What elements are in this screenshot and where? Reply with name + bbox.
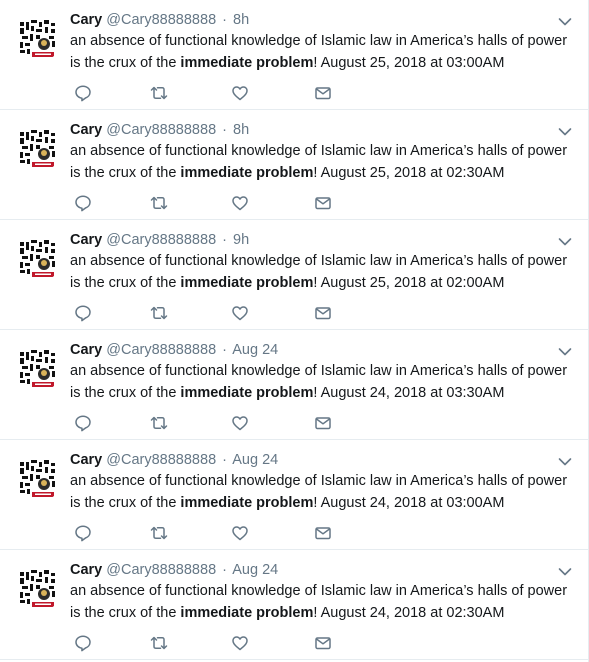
tweet-actions [74, 414, 374, 432]
retweet-icon[interactable] [150, 524, 168, 542]
tweet-header [70, 340, 574, 360]
tweet-header [70, 560, 574, 580]
reply-icon[interactable] [74, 524, 92, 542]
tweet-time[interactable]: 9h [233, 232, 250, 248]
separator-dot: · [222, 232, 228, 248]
avatar[interactable] [14, 564, 62, 612]
retweet-icon[interactable] [150, 414, 168, 432]
tweet-text-start: an absence of functional knowledge of Islamic law in America’s halls of power is the crux of the [70, 143, 568, 181]
author-handle[interactable]: @Cary88888888 [106, 12, 217, 28]
author-name[interactable]: Cary [70, 562, 103, 578]
direct-message-icon[interactable] [314, 304, 332, 322]
tweet[interactable] [0, 110, 588, 220]
tweet-text-end: ! August 24, 2018 at 03:00AM [313, 495, 505, 511]
retweet-icon[interactable] [150, 634, 168, 652]
author-name[interactable]: Cary [70, 12, 103, 28]
reply-icon[interactable] [74, 634, 92, 652]
chevron-down-icon[interactable] [558, 454, 572, 464]
tweet-text [70, 360, 575, 404]
avatar-image [14, 14, 62, 62]
avatar-image [14, 234, 62, 282]
tweet-time[interactable]: Aug 24 [232, 342, 279, 358]
tweet-text [70, 580, 575, 624]
tweet[interactable] [0, 330, 588, 440]
author-handle[interactable]: @Cary88888888 [106, 232, 217, 248]
tweet-text-bold: immediate problem [180, 275, 314, 291]
tweet-actions [74, 84, 374, 102]
tweet-header [70, 120, 574, 140]
direct-message-icon[interactable] [314, 634, 332, 652]
avatar[interactable] [14, 454, 62, 502]
tweet-text-end: ! August 24, 2018 at 03:30AM [313, 385, 505, 401]
tweet-text-start: an absence of functional knowledge of Islamic law in America’s halls of power is the crux of the [70, 583, 568, 621]
avatar-image [14, 564, 62, 612]
avatar-image [14, 454, 62, 502]
separator-dot: · [222, 342, 228, 358]
like-icon[interactable] [231, 524, 249, 542]
like-icon[interactable] [231, 304, 249, 322]
separator-dot: · [222, 12, 228, 28]
tweet-text [70, 30, 575, 74]
avatar-image [14, 344, 62, 392]
chevron-down-icon[interactable] [558, 124, 572, 134]
tweet-header [70, 230, 574, 250]
tweet-text-start: an absence of functional knowledge of Islamic law in America’s halls of power is the crux of the [70, 253, 568, 291]
direct-message-icon[interactable] [314, 84, 332, 102]
author-name[interactable]: Cary [70, 122, 103, 138]
tweet-header [70, 450, 574, 470]
direct-message-icon[interactable] [314, 414, 332, 432]
tweet-text-bold: immediate problem [180, 385, 314, 401]
tweet-text-start: an absence of functional knowledge of Islamic law in America’s halls of power is the crux of the [70, 473, 568, 511]
tweet[interactable] [0, 550, 588, 660]
tweet-time[interactable]: Aug 24 [232, 562, 279, 578]
tweet[interactable] [0, 0, 588, 110]
like-icon[interactable] [231, 194, 249, 212]
avatar[interactable] [14, 124, 62, 172]
author-handle[interactable]: @Cary88888888 [106, 452, 217, 468]
reply-icon[interactable] [74, 304, 92, 322]
retweet-icon[interactable] [150, 304, 168, 322]
tweet-time[interactable]: Aug 24 [232, 452, 279, 468]
chevron-down-icon[interactable] [558, 564, 572, 574]
tweet[interactable] [0, 440, 588, 550]
reply-icon[interactable] [74, 414, 92, 432]
avatar[interactable] [14, 234, 62, 282]
tweet-header [70, 10, 574, 30]
author-handle[interactable]: @Cary88888888 [106, 342, 217, 358]
tweet-text-bold: immediate problem [180, 55, 314, 71]
tweet-text [70, 140, 575, 184]
chevron-down-icon[interactable] [558, 14, 572, 24]
tweet-actions [74, 634, 374, 652]
separator-dot: · [222, 122, 228, 138]
tweet-text-end: ! August 24, 2018 at 02:30AM [313, 605, 505, 621]
chevron-down-icon[interactable] [558, 344, 572, 354]
reply-icon[interactable] [74, 84, 92, 102]
direct-message-icon[interactable] [314, 194, 332, 212]
retweet-icon[interactable] [150, 194, 168, 212]
avatar[interactable] [14, 14, 62, 62]
author-handle[interactable]: @Cary88888888 [106, 122, 217, 138]
retweet-icon[interactable] [150, 84, 168, 102]
tweet-actions [74, 194, 374, 212]
tweet-text-bold: immediate problem [180, 165, 314, 181]
tweet-actions [74, 524, 374, 542]
tweet-time[interactable]: 8h [233, 122, 250, 138]
author-name[interactable]: Cary [70, 452, 103, 468]
tweet-text-end: ! August 25, 2018 at 03:00AM [313, 55, 505, 71]
tweet-actions [74, 304, 374, 322]
tweet-text-start: an absence of functional knowledge of Islamic law in America’s halls of power is the crux of the [70, 363, 568, 401]
like-icon[interactable] [231, 634, 249, 652]
tweet-time[interactable]: 8h [233, 12, 250, 28]
avatar-image [14, 124, 62, 172]
tweet-text [70, 470, 575, 514]
separator-dot: · [222, 452, 228, 468]
like-icon[interactable] [231, 414, 249, 432]
tweet-text [70, 250, 575, 294]
author-handle[interactable]: @Cary88888888 [106, 562, 217, 578]
tweet-text-end: ! August 25, 2018 at 02:00AM [313, 275, 505, 291]
tweet-text-start: an absence of functional knowledge of Islamic law in America’s halls of power is the crux of the [70, 33, 568, 71]
separator-dot: · [222, 562, 228, 578]
tweet-text-bold: immediate problem [180, 605, 314, 621]
author-name[interactable]: Cary [70, 342, 103, 358]
avatar[interactable] [14, 344, 62, 392]
tweet[interactable] [0, 220, 588, 330]
author-name[interactable]: Cary [70, 232, 103, 248]
like-icon[interactable] [231, 84, 249, 102]
tweet-text-bold: immediate problem [180, 495, 314, 511]
reply-icon[interactable] [74, 194, 92, 212]
tweet-text-end: ! August 25, 2018 at 02:30AM [313, 165, 505, 181]
direct-message-icon[interactable] [314, 524, 332, 542]
chevron-down-icon[interactable] [558, 234, 572, 244]
